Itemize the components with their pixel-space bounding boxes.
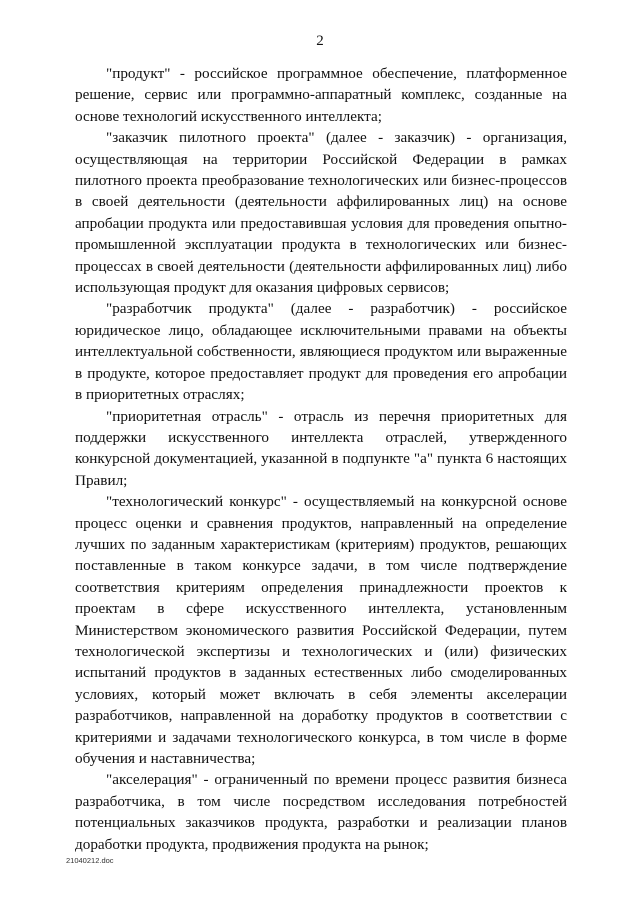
paragraph-product-definition: "продукт" - российское программное обеспечение, платформенное решение, сервис или программно-аппаратный комплекс, созданные на основе технологий искусственного интеллекта; [75,65,567,125]
paragraph-developer-definition: "разработчик продукта" (далее - разработчик) - российское юридическое лицо, обладающее исключительными правами на объекты интеллектуальной собственности, являющиеся продуктом или выраженные в продукте, которое предоставляет продукт для проведения его апробации в приоритетных отраслях; [75,300,567,404]
document-body [75,63,567,855]
paragraph-priority-industry-definition: "приоритетная отрасль" - отрасль из перечня приоритетных для поддержки искусственного интеллекта отраслей, утвержденного конкурсной документацией, указанной в подпункте "а" пункта 6 настоящих Правил; [75,407,567,489]
page-number: 2 [316,33,324,49]
footer-file-code: 21040212.doc [66,856,114,865]
paragraph-customer-definition: "заказчик пилотного проекта" (далее - заказчик) - организация, осуществляющая на территории Российской Федерации в рамках пилотного проекта преобразование технологических или бизнес-процессов в своей деятельности (деятельности аффилированных лиц) на основе апробации продукта или предоставившая условия для проведения опытно-промышленной эксплуатации продукта в технологических или бизнес-процессах в своей деятельности (деятельности аффилированных лиц) либо использующая продукт для оказания цифровых сервисов; [75,129,567,297]
paragraph-acceleration-definition: "акселерация" - ограниченный по времени процесс развития бизнеса разработчика, в том числе посредством исследования потребностей потенциальных заказчиков продукта, разработки и реализации планов доработки продукта, продвижения продукта на рынок; [75,771,567,853]
paragraph-tech-contest-definition: "технологический конкурс" - осуществляемый на конкурсной основе процесс оценки и сравнения продуктов, направленный на определение лучших по заданным характеристикам (критериям) продуктов, решающих поставленные в таком конкурсе задачи, в том числе подтверждение соответствия критериям определения принадлежности проектов к проектам в сфере искусственного интеллекта, установленным Министерством экономического развития Российской Федерации, путем технологической экспертизы и технологических и (или) физических испытаний продуктов в заданных естественных либо смоделированных условиях, который может включать в себя элементы акселерации разработчиков, направленной на доработку продуктов в соответствии с критериями и задачами технологического конкурса, в том числе в форме обучения и наставничества; [75,493,567,767]
